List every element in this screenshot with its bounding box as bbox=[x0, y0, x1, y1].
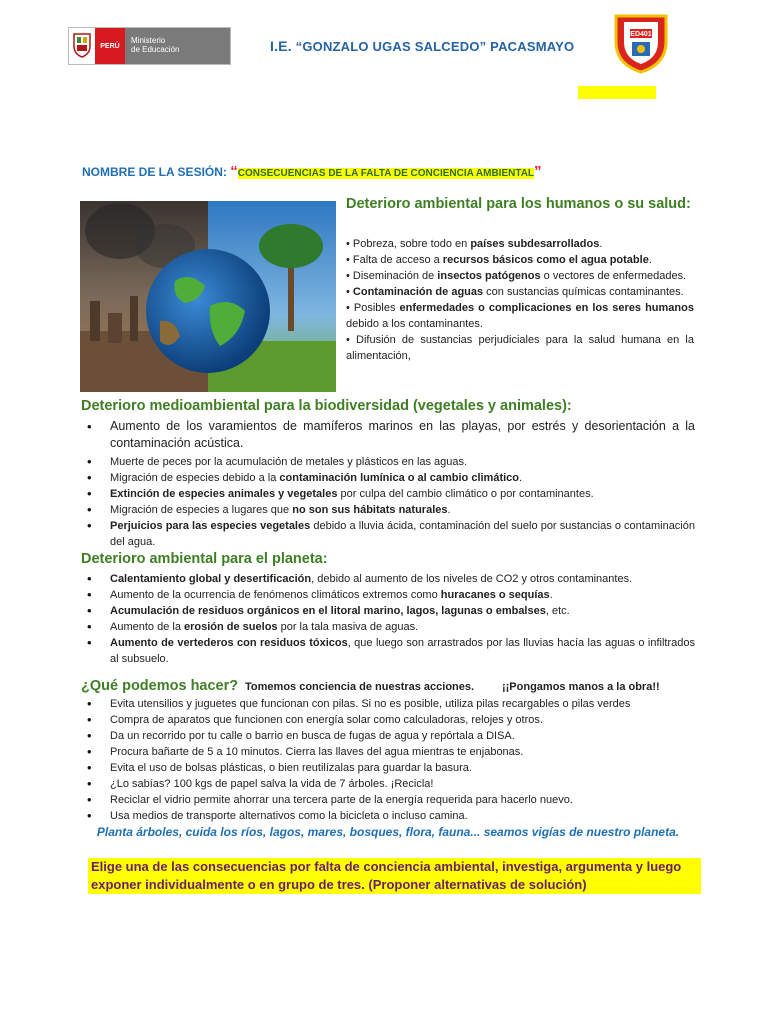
ministry-name: Ministerio de Educación bbox=[125, 28, 230, 64]
motto-text: Planta árboles, cuida los ríos, lagos, mares, bosques, flora, fauna... seamos vigías de nuestro planeta. bbox=[96, 825, 680, 839]
environment-globe-image bbox=[80, 201, 336, 392]
list-item: • Migración de especies debido a la contaminación lumínica o al cambio climático. bbox=[81, 470, 695, 486]
list-item: • Procura bañarte de 5 a 10 minutos. Cierra las llaves del agua mientras te enjabonas. bbox=[81, 744, 695, 760]
list-item: • Contaminación de aguas con sustancias químicas contaminantes. bbox=[346, 286, 684, 298]
task-instruction: Elige una de las consecuencias por falta de conciencia ambiental, investiga, argumenta y luego exponer individualmente o en grupo de tres. (Proponer alternativas de solución) bbox=[88, 858, 701, 894]
section-heading-planet: Deterioro ambiental para el planeta: bbox=[81, 551, 328, 567]
list-item: • Pobreza, sobre todo en países subdesarrollados. bbox=[346, 238, 603, 250]
list-item: • Reciclar el vidrio permite ahorrar una tercera parte de la energía requerida para hacerlo nuevo. bbox=[81, 792, 695, 808]
section-heading-biodiversity: Deterioro medioambiental para la biodiversidad (vegetales y animales): bbox=[81, 398, 572, 414]
list-item: • Migración de especies a lugares que no son sus hábitats naturales. bbox=[81, 502, 695, 518]
crest-text: ED401 bbox=[630, 31, 652, 38]
list-item: • Difusión de sustancias perjudiciales para la salud humana en la alimentación, bbox=[346, 334, 694, 362]
highlight-bar bbox=[578, 86, 656, 99]
list-item: • Evita el uso de bolsas plásticas, o bien reutilízalas para guardar la basura. bbox=[81, 760, 695, 776]
school-crest-icon bbox=[612, 12, 670, 74]
section-heading-human-health: Deterioro ambiental para los humanos o su salud: bbox=[346, 196, 691, 212]
list-item: • Aumento de los varamientos de mamíferos marinos en las playas, por estrés y desorientación a la contaminación acústica. bbox=[81, 418, 695, 452]
list-item: • Extinción de especies animales y vegetales por culpa del cambio climático o por contaminantes. bbox=[81, 486, 695, 502]
list-item: • Aumento de la erosión de suelos por la tala masiva de aguas. bbox=[81, 619, 695, 635]
school-title: I.E. “GONZALO UGAS SALCEDO” PACASMAYO bbox=[270, 38, 575, 54]
list-item: • Compra de aparatos que funcionen con energía solar como calculadoras, relojes y otros. bbox=[81, 712, 695, 728]
list-item: • Acumulación de residuos orgánicos en el litoral marino, lagos, lagunas o embalses, etc. bbox=[81, 603, 695, 619]
list-item: • Perjuicios para las especies vegetales debido a lluvia ácida, contaminación del suelo por sustancias o contaminación del agua. bbox=[81, 518, 695, 550]
peru-shield-icon bbox=[69, 28, 95, 62]
human-health-list bbox=[346, 236, 694, 364]
list-item: • Falta de acceso a recursos básicos como el agua potable. bbox=[346, 254, 652, 266]
list-item: • Aumento de vertederos con residuos tóxicos, que luego son arrastrados por las lluvias hacía las aguas o infiltrados al subsuelo. bbox=[81, 635, 695, 667]
list-item: • Diseminación de insectos patógenos o vectores de enfermedades. bbox=[346, 270, 687, 282]
actions-list bbox=[81, 696, 695, 824]
list-item: • Posibles enfermedades o complicaciones en los seres humanos debido a los contaminantes. bbox=[346, 302, 694, 330]
list-item: • ¿Lo sabías? 100 kgs de papel salva la vida de 7 árboles. ¡Recicla! bbox=[81, 776, 695, 792]
list-item: • Da un recorrido por tu calle o barrio en busca de fugas de agua y repórtala a DISA. bbox=[81, 728, 695, 744]
ministry-logo bbox=[68, 27, 231, 65]
list-item: • Calentamiento global y desertificación, debido al aumento de los niveles de CO2 y otros contaminantes. bbox=[81, 571, 695, 587]
list-item: • Aumento de la ocurrencia de fenómenos climáticos extremos como huracanes o sequías. bbox=[81, 587, 695, 603]
planet-list bbox=[81, 571, 695, 667]
list-item: • Evita utensilios y juguetes que funcionan con pilas. Si no es posible, utiliza pilas recargables o pilas verdes bbox=[81, 696, 695, 712]
biodiversity-list bbox=[81, 418, 695, 550]
peru-label: PERÚ bbox=[95, 28, 125, 64]
section-heading-actions: ¿Qué podemos hacer? Tomemos conciencia de nuestras acciones. ¡¡Pongamos manos a la obra!! bbox=[81, 678, 660, 694]
list-item: • Usa medios de transporte alternativos como la bicicleta o incluso camina. bbox=[81, 808, 695, 824]
session-name: CONSECUENCIAS DE LA FALTA DE CONCIENCIA AMBIENTAL bbox=[237, 168, 535, 179]
session-title: NOMBRE DE LA SESIÓN: “CONSECUENCIAS DE LA FALTA DE CONCIENCIA AMBIENTAL” bbox=[82, 163, 542, 180]
list-item: • Muerte de peces por la acumulación de metales y plásticos en las aguas. bbox=[81, 454, 695, 470]
